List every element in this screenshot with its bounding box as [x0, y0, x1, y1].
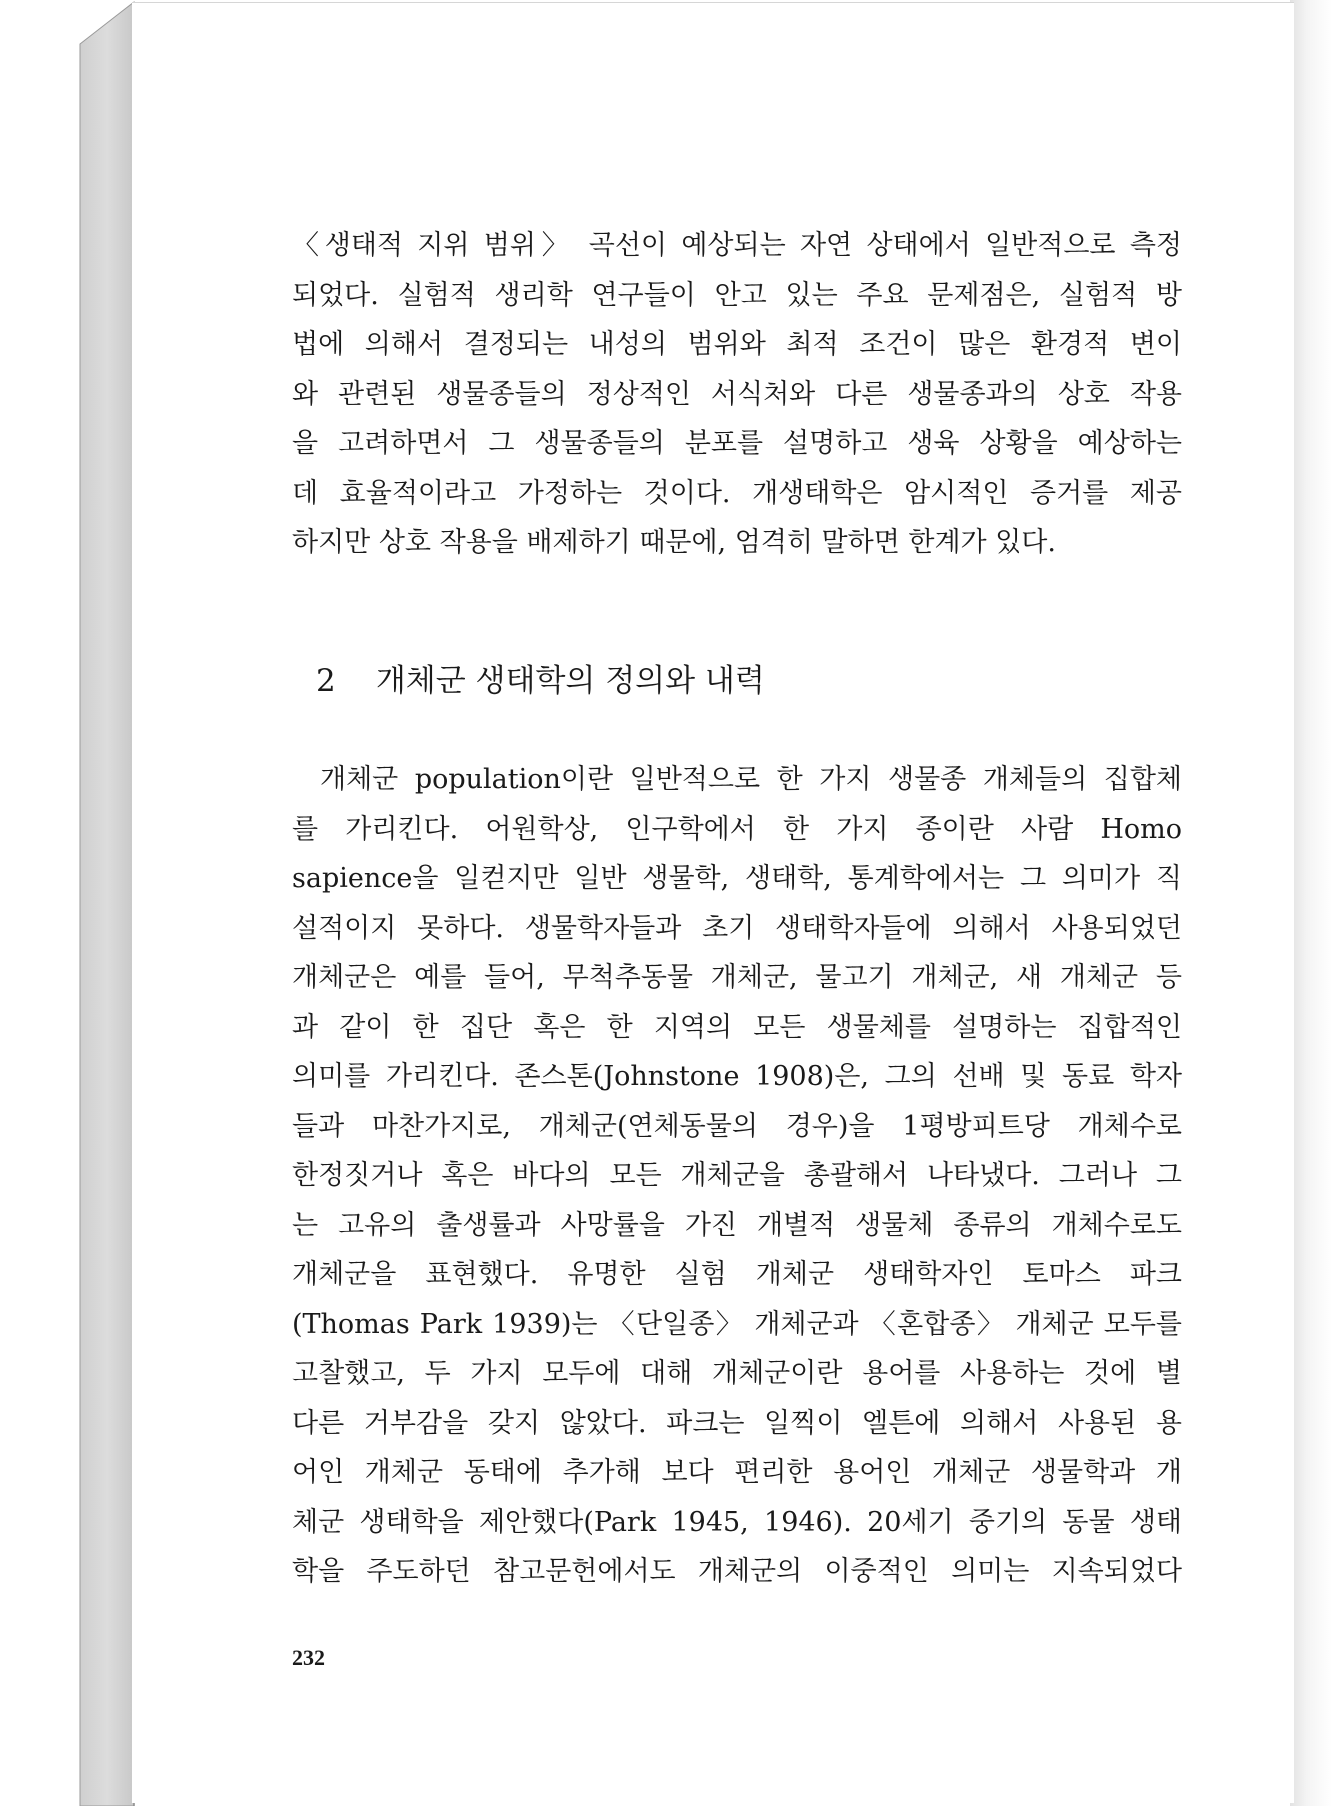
text-line: 학을 주도하던 참고문헌에서도 개체군의 이중적인 의미는 지속되었다 [292, 1556, 1182, 1587]
text-line: 한정짓거나 혹은 바다의 모든 개체군을 총괄해서 나타냈다. 그러나 그 [292, 1160, 1182, 1191]
text-line: 어인 개체군 동태에 추가해 보다 편리한 용어인 개체군 생물학과 개 [292, 1457, 1182, 1488]
text-line: 고찰했고, 두 가지 모두에 대해 개체군이란 용어를 사용하는 것에 별 [292, 1358, 1182, 1389]
text-line: 는 고유의 출생률과 사망률을 가진 개별적 생물체 종류의 개체수로도 [292, 1209, 1182, 1241]
text-line: 를 가리킨다. 어원학상, 인구학에서 한 가지 종이란 사람 Homo [292, 813, 1182, 845]
book-side-edge [0, 0, 140, 1806]
text-line: 하지만 상호 작용을 배제하기 때문에, 엄격히 말하면 한계가 있다. [292, 527, 1056, 558]
section-title: 개체군 생태학의 정의와 내력 [375, 663, 765, 699]
text-line: 의미를 가리킨다. 존스톤(Johnstone 1908)은, 그의 선배 및 동료 학자 [292, 1061, 1182, 1092]
book-page [132, 2, 1294, 1803]
text-line: 되었다. 실험적 생리학 연구들이 안고 있는 주요 문제점은, 실험적 방 [292, 279, 1182, 311]
paragraph-1 [292, 221, 1182, 568]
text-line: 법에 의해서 결정되는 내성의 범위와 최적 조건이 많은 환경적 변이 [292, 329, 1182, 360]
text-line: 을 고려하면서 그 생물종들의 분포를 설명하고 생육 상황을 예상하는 [292, 428, 1182, 459]
section-number: 2 [316, 663, 336, 699]
text-line: 와 관련된 생물종들의 정상적인 서식처와 다른 생물종과의 상호 작용 [292, 378, 1182, 410]
text-line: sapience을 일컫지만 일반 생물학, 생태학, 통계학에서는 그 의미가 직 [292, 863, 1182, 894]
page-number: 232 [292, 1645, 325, 1670]
text-line: 개체군을 표현했다. 유명한 실험 개체군 생태학자인 토마스 파크 [292, 1259, 1182, 1290]
text-line: 데 효율적이라고 가정하는 것이다. 개생태학은 암시적인 증거를 제공 [292, 477, 1182, 509]
text-line: 설적이지 못하다. 생물학자들과 초기 생태학자들에 의해서 사용되었던 [292, 912, 1182, 944]
text-line: 과 같이 한 집단 혹은 한 지역의 모든 생물체를 설명하는 집합적인 [292, 1011, 1182, 1043]
text-line: 개체군은 예를 들어, 무척추동물 개체군, 물고기 개체군, 새 개체군 등 [292, 962, 1182, 993]
paragraph-2 [292, 755, 1182, 1597]
text-line: 〈생태적 지위 범위〉 곡선이 예상되는 자연 상태에서 일반적으로 측정 [292, 230, 1182, 261]
text-line: (Thomas Park 1939)는 〈단일종〉 개체군과 〈혼합종〉 개체군 모두를 [292, 1308, 1182, 1340]
text-line: 개체군 population이란 일반적으로 한 가지 생물종 개체들의 집합체 [320, 764, 1182, 795]
section-heading [316, 655, 765, 700]
page-shadow [1290, 0, 1332, 1806]
text-line: 체군 생태학을 제안했다(Park 1945, 1946). 20세기 중기의 동물 생태 [292, 1506, 1182, 1538]
text-line: 다른 거부감을 갖지 않았다. 파크는 일찍이 엘튼에 의해서 사용된 용 [292, 1407, 1182, 1439]
text-line: 들과 마찬가지로, 개체군(연체동물의 경우)을 1평방피트당 개체수로 [292, 1110, 1182, 1142]
